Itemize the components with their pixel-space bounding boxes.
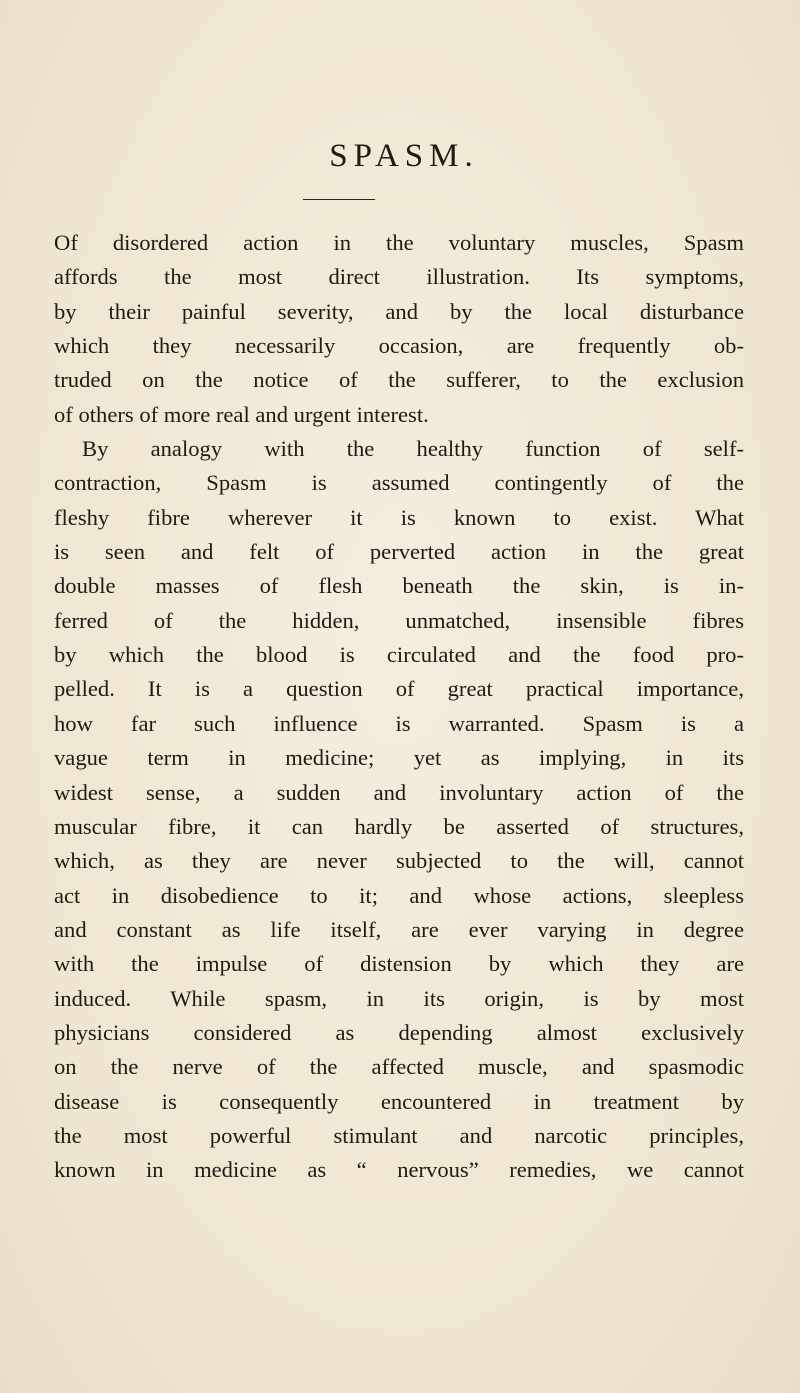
text-line: muscular fibre, it can hardly be asserted of structures, — [54, 813, 744, 839]
text-line: which they necessarily occasion, are frequently ob- — [54, 333, 744, 359]
text-line: which, as they are never subjected to the will, cannot — [54, 848, 744, 874]
text-line: on the nerve of the affected muscle, and spasmodic — [54, 1054, 744, 1080]
body-text — [54, 226, 744, 1188]
text-line: affords the most direct illustration. Its symptoms, — [54, 264, 744, 290]
text-line: By analogy with the healthy function of self- — [82, 436, 744, 462]
page-title: SPASM. — [329, 138, 479, 174]
text-line: and constant as life itself, are ever varying in degree — [54, 916, 744, 942]
text-line: physicians considered as depending almost exclusively — [54, 1019, 744, 1045]
paragraph-2 — [54, 432, 744, 1188]
text-line: widest sense, a sudden and involuntary action of the — [54, 779, 744, 805]
paragraph-1 — [54, 226, 744, 432]
text-line: disease is consequently encountered in treatment by — [54, 1088, 744, 1114]
text-line: the most powerful stimulant and narcotic principles, — [54, 1122, 744, 1148]
text-line: how far such influence is warranted. Spasm is a — [54, 710, 744, 736]
text-line: known in medicine as “ nervous” remedies, we cannot — [54, 1157, 744, 1183]
text-line: by which the blood is circulated and the food pro- — [54, 642, 744, 668]
title-rule — [303, 199, 375, 200]
text-line: ferred of the hidden, unmatched, insensible fibres — [54, 607, 744, 633]
text-line: with the impulse of distension by which they are — [54, 951, 744, 977]
text-line: act in disobedience to it; and whose actions, sleepless — [54, 882, 744, 908]
text-line: induced. While spasm, in its origin, is by most — [54, 985, 744, 1011]
text-line: double masses of flesh beneath the skin, is in- — [54, 573, 744, 599]
text-line: truded on the notice of the sufferer, to the exclusion — [54, 367, 744, 393]
text-line: of others of more real and urgent interest. — [54, 401, 429, 427]
text-line: by their painful severity, and by the local disturbance — [54, 298, 744, 324]
text-line: is seen and felt of perverted action in the great — [54, 539, 744, 565]
text-line: fleshy fibre wherever it is known to exist. What — [54, 504, 744, 530]
text-line: Of disordered action in the voluntary muscles, Spasm — [54, 230, 744, 255]
text-line: contraction, Spasm is assumed contingently of the — [54, 470, 744, 496]
text-line: vague term in medicine; yet as implying, in its — [54, 745, 744, 771]
text-line: pelled. It is a question of great practical importance, — [54, 676, 744, 702]
